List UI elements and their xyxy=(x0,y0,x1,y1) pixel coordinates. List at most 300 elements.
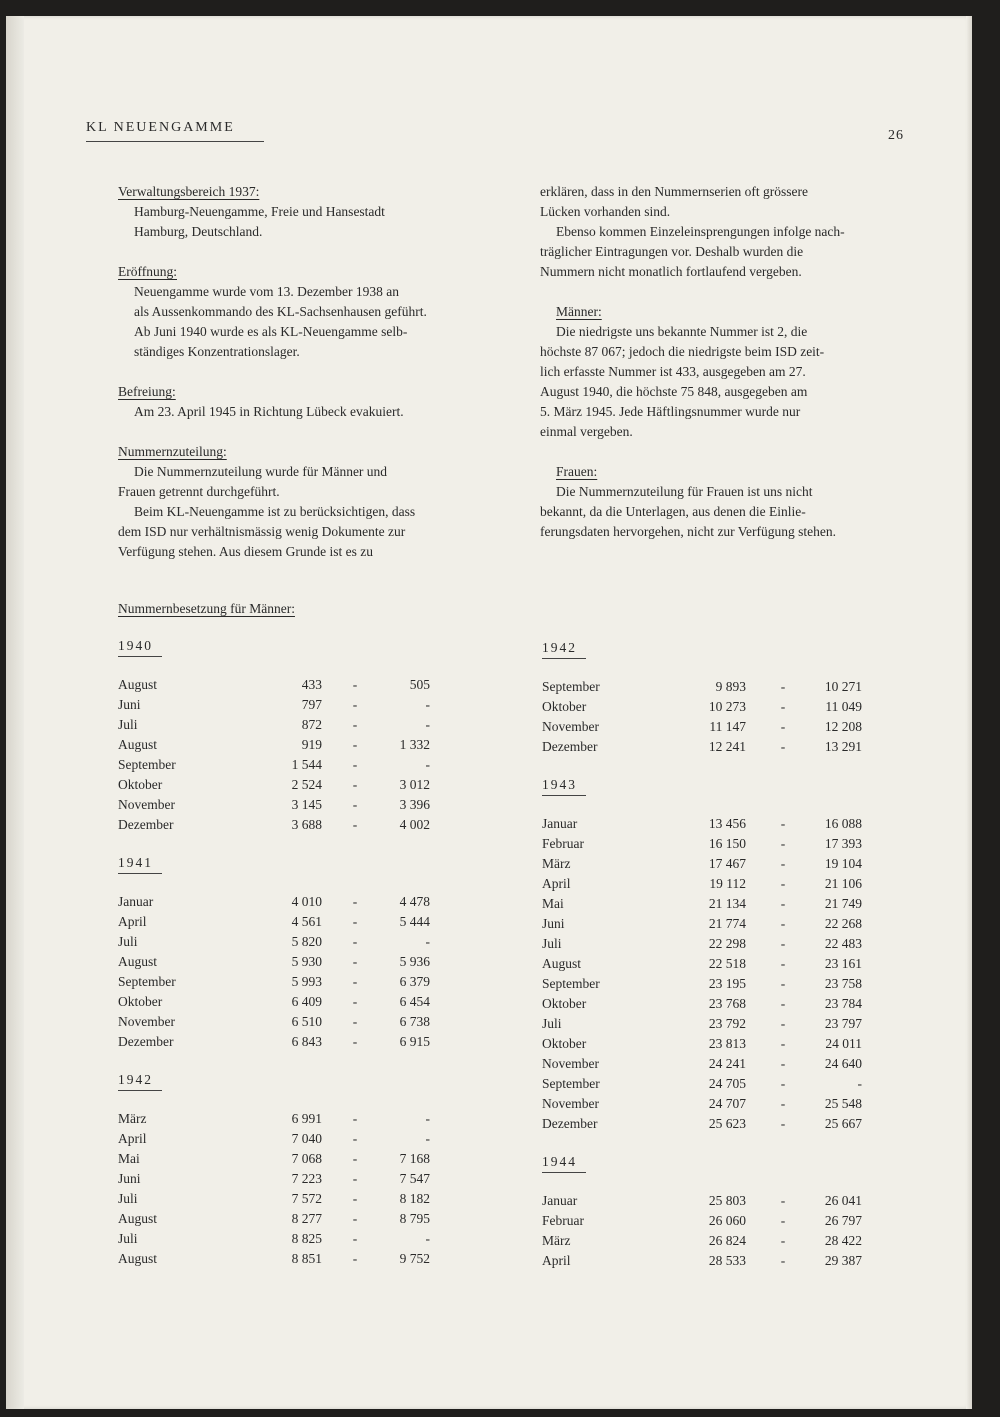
month-cell: Januar xyxy=(118,894,154,909)
month-cell: Juni xyxy=(118,697,141,712)
to-number-cell: - xyxy=(425,717,430,732)
from-number-cell: 19 112 xyxy=(709,876,746,891)
from-number-cell: 3 688 xyxy=(291,817,322,832)
dash-cell: - xyxy=(780,1253,786,1268)
month-cell: Dezember xyxy=(118,817,174,832)
to-number-cell: - xyxy=(425,697,430,712)
from-number-cell: 11 147 xyxy=(709,719,746,734)
table-row xyxy=(542,814,872,834)
frauen-label: Frauen: xyxy=(556,464,598,479)
dash-cell: - xyxy=(780,816,786,831)
right-text-column xyxy=(540,182,940,542)
table-row xyxy=(118,992,448,1012)
year-heading: 1941 xyxy=(118,855,153,870)
from-number-cell: 26 824 xyxy=(708,1233,746,1248)
dash-cell: - xyxy=(780,1076,786,1091)
page-spine xyxy=(6,16,24,1409)
text-line: lich erfasste Nummer ist 433, ausgegeben am 27. xyxy=(540,364,806,379)
to-number-cell: - xyxy=(425,1111,430,1126)
dash-cell: - xyxy=(352,717,358,732)
from-number-cell: 26 060 xyxy=(708,1213,746,1228)
dash-cell: - xyxy=(352,1111,358,1126)
month-cell: November xyxy=(542,719,599,734)
dash-cell: - xyxy=(352,1131,358,1146)
dash-cell: - xyxy=(352,697,358,712)
month-cell: November xyxy=(542,1096,599,1111)
from-number-cell: 10 273 xyxy=(708,699,746,714)
from-number-cell: 4 561 xyxy=(291,914,322,929)
table-row xyxy=(542,974,872,994)
year-block xyxy=(118,638,448,835)
table-row xyxy=(118,1109,448,1129)
from-number-cell: 25 803 xyxy=(708,1193,746,1208)
to-number-cell: 23 797 xyxy=(824,1016,862,1031)
month-cell: August xyxy=(542,956,582,971)
table-row xyxy=(118,695,448,715)
befreiung-label: Befreiung: xyxy=(118,384,176,399)
from-number-cell: 21 774 xyxy=(708,916,746,931)
from-number-cell: 24 705 xyxy=(708,1076,746,1091)
year-heading: 1942 xyxy=(118,1072,153,1087)
from-number-cell: 9 893 xyxy=(715,679,746,694)
text-line: Nummern nicht monatlich fortlaufend vergeben. xyxy=(540,264,802,279)
to-number-cell: 19 104 xyxy=(824,856,862,871)
text-line: ferungsdaten hervorgehen, nicht zur Verfügung stehen. xyxy=(540,524,837,539)
table-row xyxy=(542,874,872,894)
table-row xyxy=(118,892,448,912)
text-line: ständiges Konzentrationslager. xyxy=(134,344,300,359)
year-block xyxy=(118,1072,448,1269)
text-line: Hamburg-Neuengamme, Freie und Hansestadt xyxy=(134,204,385,219)
table-row xyxy=(118,1032,448,1052)
from-number-cell: 21 134 xyxy=(708,896,746,911)
month-cell: November xyxy=(542,1056,599,1071)
to-number-cell: 6 738 xyxy=(399,1014,430,1029)
month-cell: Juli xyxy=(118,934,138,949)
dash-cell: - xyxy=(780,1193,786,1208)
year-heading: 1940 xyxy=(118,638,153,653)
dash-cell: - xyxy=(780,856,786,871)
right-number-tables xyxy=(542,640,872,1291)
year-underline xyxy=(542,658,586,659)
table-row xyxy=(542,1114,872,1134)
dash-cell: - xyxy=(352,954,358,969)
from-number-cell: 7 040 xyxy=(291,1131,322,1146)
dash-cell: - xyxy=(352,817,358,832)
table-row xyxy=(118,1149,448,1169)
month-cell: Oktober xyxy=(542,996,587,1011)
text-line: Am 23. April 1945 in Richtung Lübeck evakuiert. xyxy=(134,404,404,419)
to-number-cell: 21 106 xyxy=(824,876,862,891)
from-number-cell: 6 843 xyxy=(291,1034,322,1049)
to-number-cell: 29 387 xyxy=(824,1253,862,1268)
table-row xyxy=(118,912,448,932)
text-line: erklären, dass in den Nummernserien oft grössere xyxy=(540,184,809,199)
month-cell: Mai xyxy=(542,896,564,911)
text-line: 5. März 1945. Jede Häftlingsnummer wurde nur xyxy=(540,404,801,419)
to-number-cell: 3 396 xyxy=(399,797,430,812)
verwaltung-label: Verwaltungsbereich 1937: xyxy=(118,184,260,199)
to-number-cell: 17 393 xyxy=(824,836,862,851)
month-cell: Dezember xyxy=(118,1034,174,1049)
number-rows xyxy=(542,814,872,1134)
table-row xyxy=(118,1249,448,1269)
to-number-cell: 8 795 xyxy=(399,1211,430,1226)
text-line: Ab Juni 1940 wurde es als KL-Neuengamme selb- xyxy=(134,324,408,339)
to-number-cell: 22 483 xyxy=(824,936,862,951)
maenner-label: Männer: xyxy=(556,304,602,319)
to-number-cell: 25 667 xyxy=(824,1116,862,1131)
from-number-cell: 433 xyxy=(301,677,322,692)
text-line: Die Nummernzuteilung für Frauen ist uns nicht xyxy=(556,484,813,499)
table-row xyxy=(118,775,448,795)
from-number-cell: 7 068 xyxy=(291,1151,322,1166)
table-row xyxy=(118,1189,448,1209)
text-line: als Aussenkommando des KL-Sachsenhausen geführt. xyxy=(134,304,427,319)
text-line: Neuengamme wurde vom 13. Dezember 1938 an xyxy=(134,284,400,299)
dash-cell: - xyxy=(780,1096,786,1111)
to-number-cell: - xyxy=(425,1231,430,1246)
month-cell: Januar xyxy=(542,1193,578,1208)
from-number-cell: 6 409 xyxy=(291,994,322,1009)
year-heading: 1942 xyxy=(542,640,577,655)
dash-cell: - xyxy=(780,976,786,991)
month-cell: Juni xyxy=(542,916,565,931)
dash-cell: - xyxy=(780,1036,786,1051)
to-number-cell: 28 422 xyxy=(824,1233,862,1248)
nummernzuteilung-body xyxy=(118,462,498,562)
to-number-cell: - xyxy=(425,757,430,772)
month-cell: August xyxy=(118,1251,158,1266)
table-row xyxy=(118,715,448,735)
table-row xyxy=(542,1034,872,1054)
from-number-cell: 919 xyxy=(301,737,322,752)
from-number-cell: 872 xyxy=(301,717,322,732)
month-cell: Mai xyxy=(118,1151,140,1166)
dash-cell: - xyxy=(352,1034,358,1049)
table-row xyxy=(542,1231,872,1251)
table-row xyxy=(118,1229,448,1249)
from-number-cell: 3 145 xyxy=(291,797,322,812)
month-cell: Oktober xyxy=(542,699,587,714)
from-number-cell: 23 195 xyxy=(708,976,746,991)
month-cell: Januar xyxy=(542,816,578,831)
dash-cell: - xyxy=(352,1014,358,1029)
month-cell: Oktober xyxy=(118,777,163,792)
table-row xyxy=(118,932,448,952)
year-block xyxy=(542,777,872,1134)
dash-cell: - xyxy=(352,777,358,792)
left-number-tables xyxy=(118,638,448,1289)
year-underline xyxy=(118,873,162,874)
from-number-cell: 1 544 xyxy=(291,757,322,772)
to-number-cell: 16 088 xyxy=(824,816,862,831)
year-block xyxy=(118,855,448,1052)
year-underline xyxy=(542,795,586,796)
text-line: Lücken vorhanden sind. xyxy=(540,204,671,219)
year-block xyxy=(542,640,872,757)
number-rows xyxy=(542,1191,872,1271)
to-number-cell: 5 444 xyxy=(399,914,430,929)
text-line: Frauen getrennt durchgeführt. xyxy=(118,484,280,499)
month-cell: September xyxy=(118,757,176,772)
number-rows xyxy=(118,1109,448,1269)
verwaltung-body xyxy=(118,202,498,242)
month-cell: April xyxy=(118,914,147,929)
to-number-cell: 21 749 xyxy=(824,896,862,911)
befreiung-body xyxy=(118,402,498,422)
table-row xyxy=(542,854,872,874)
maenner-body xyxy=(540,322,940,442)
dash-cell: - xyxy=(352,677,358,692)
dash-cell: - xyxy=(780,876,786,891)
table-row xyxy=(118,1209,448,1229)
from-number-cell: 7 572 xyxy=(291,1191,322,1206)
dash-cell: - xyxy=(352,1211,358,1226)
text-line: Die niedrigste uns bekannte Nummer ist 2, die xyxy=(556,324,808,339)
dash-cell: - xyxy=(780,1056,786,1071)
month-cell: September xyxy=(118,974,176,989)
month-cell: April xyxy=(542,1253,571,1268)
text-line: einmal vergeben. xyxy=(540,424,633,439)
from-number-cell: 7 223 xyxy=(291,1171,322,1186)
table-row xyxy=(542,1014,872,1034)
to-number-cell: 10 271 xyxy=(824,679,862,694)
to-number-cell: 12 208 xyxy=(824,719,862,734)
month-cell: Dezember xyxy=(542,1116,598,1131)
table-row xyxy=(118,795,448,815)
from-number-cell: 28 533 xyxy=(708,1253,746,1268)
to-number-cell: 4 002 xyxy=(399,817,430,832)
month-cell: April xyxy=(542,876,571,891)
from-number-cell: 12 241 xyxy=(708,739,746,754)
left-text-column xyxy=(118,182,498,562)
to-number-cell: 9 752 xyxy=(399,1251,430,1266)
to-number-cell: 23 161 xyxy=(824,956,862,971)
month-cell: Februar xyxy=(542,836,584,851)
from-number-cell: 8 851 xyxy=(291,1251,322,1266)
table-row xyxy=(118,815,448,835)
month-cell: Juli xyxy=(118,717,138,732)
number-rows xyxy=(542,677,872,757)
to-number-cell: 5 936 xyxy=(399,954,430,969)
from-number-cell: 24 707 xyxy=(708,1096,746,1111)
text-line: höchste 87 067; jedoch die niedrigste beim ISD zeit- xyxy=(540,344,825,359)
to-number-cell: 25 548 xyxy=(824,1096,862,1111)
from-number-cell: 23 813 xyxy=(708,1036,746,1051)
frauen-body xyxy=(540,482,940,542)
month-cell: November xyxy=(118,797,175,812)
dash-cell: - xyxy=(780,996,786,1011)
dash-cell: - xyxy=(352,974,358,989)
dash-cell: - xyxy=(780,1213,786,1228)
table-row xyxy=(542,1054,872,1074)
table-row xyxy=(118,952,448,972)
to-number-cell: 6 915 xyxy=(399,1034,430,1049)
page-edge xyxy=(966,16,972,1409)
eroeffnung-label: Eröffnung: xyxy=(118,264,177,279)
to-number-cell: 3 012 xyxy=(399,777,430,792)
from-number-cell: 8 825 xyxy=(291,1231,322,1246)
from-number-cell: 16 150 xyxy=(708,836,746,851)
dash-cell: - xyxy=(352,757,358,772)
to-number-cell: 24 640 xyxy=(824,1056,862,1071)
table-row xyxy=(118,735,448,755)
from-number-cell: 2 524 xyxy=(291,777,322,792)
table-row xyxy=(542,954,872,974)
from-number-cell: 17 467 xyxy=(708,856,746,871)
month-cell: April xyxy=(118,1131,147,1146)
to-number-cell: 13 291 xyxy=(824,739,862,754)
from-number-cell: 25 623 xyxy=(708,1116,746,1131)
to-number-cell: 6 379 xyxy=(399,974,430,989)
table-row xyxy=(542,1251,872,1271)
dash-cell: - xyxy=(780,739,786,754)
table-row xyxy=(118,675,448,695)
text-line: dem ISD nur verhältnismässig wenig Dokumente zur xyxy=(118,524,406,539)
month-cell: August xyxy=(118,677,158,692)
from-number-cell: 6 510 xyxy=(291,1014,322,1029)
dash-cell: - xyxy=(352,737,358,752)
table-row xyxy=(542,1191,872,1211)
to-number-cell: 26 797 xyxy=(824,1213,862,1228)
month-cell: Oktober xyxy=(118,994,163,1009)
table-row xyxy=(542,737,872,757)
title-underline xyxy=(86,141,264,142)
from-number-cell: 797 xyxy=(301,697,322,712)
table-row xyxy=(542,677,872,697)
dash-cell: - xyxy=(780,916,786,931)
document-title: KL NEUENGAMME xyxy=(86,120,235,135)
month-cell: August xyxy=(118,1211,158,1226)
to-number-cell: 1 332 xyxy=(399,737,430,752)
month-cell: August xyxy=(118,737,158,752)
dash-cell: - xyxy=(780,1233,786,1248)
text-line: August 1940, die höchste 75 848, ausgegeben am xyxy=(540,384,808,399)
from-number-cell: 23 792 xyxy=(708,1016,746,1031)
year-underline xyxy=(542,1172,586,1173)
year-block xyxy=(542,1154,872,1271)
text-line: träglicher Eintragungen vor. Deshalb wurden die xyxy=(540,244,804,259)
dash-cell: - xyxy=(780,836,786,851)
from-number-cell: 24 241 xyxy=(708,1056,746,1071)
to-number-cell: 23 784 xyxy=(824,996,862,1011)
table-row xyxy=(118,755,448,775)
month-cell: März xyxy=(118,1111,147,1126)
month-cell: Juli xyxy=(118,1191,138,1206)
from-number-cell: 22 518 xyxy=(708,956,746,971)
year-heading: 1943 xyxy=(542,777,577,792)
from-number-cell: 5 820 xyxy=(291,934,322,949)
dash-cell: - xyxy=(352,797,358,812)
dash-cell: - xyxy=(352,1151,358,1166)
table-row xyxy=(542,1074,872,1094)
text-line: Hamburg, Deutschland. xyxy=(134,224,263,239)
year-heading: 1944 xyxy=(542,1154,577,1169)
dash-cell: - xyxy=(780,719,786,734)
to-number-cell: 23 758 xyxy=(824,976,862,991)
to-number-cell: 505 xyxy=(409,677,430,692)
table-row xyxy=(542,1211,872,1231)
table-row xyxy=(542,914,872,934)
month-cell: September xyxy=(542,679,600,694)
table-row xyxy=(542,717,872,737)
table-row xyxy=(542,834,872,854)
to-number-cell: 7 547 xyxy=(399,1171,430,1186)
month-cell: Juni xyxy=(118,1171,141,1186)
dash-cell: - xyxy=(780,699,786,714)
year-underline xyxy=(118,656,162,657)
to-number-cell: 6 454 xyxy=(399,994,430,1009)
month-cell: August xyxy=(118,954,158,969)
to-number-cell: 8 182 xyxy=(399,1191,430,1206)
right-intro-body xyxy=(540,182,940,282)
numbers-heading: Nummernbesetzung für Männer: xyxy=(118,601,295,616)
table-row xyxy=(118,1129,448,1149)
to-number-cell: 11 049 xyxy=(825,699,862,714)
dash-cell: - xyxy=(352,1191,358,1206)
dash-cell: - xyxy=(780,936,786,951)
month-cell: März xyxy=(542,856,571,871)
to-number-cell: 22 268 xyxy=(824,916,862,931)
table-row xyxy=(542,934,872,954)
month-cell: September xyxy=(542,1076,600,1091)
to-number-cell: 7 168 xyxy=(399,1151,430,1166)
month-cell: Dezember xyxy=(542,739,598,754)
to-number-cell: 4 478 xyxy=(399,894,430,909)
month-cell: September xyxy=(542,976,600,991)
text-line: Beim KL-Neuengamme ist zu berücksichtigen, dass xyxy=(134,504,416,519)
to-number-cell: 24 011 xyxy=(825,1036,862,1051)
from-number-cell: 6 991 xyxy=(291,1111,322,1126)
from-number-cell: 22 298 xyxy=(708,936,746,951)
dash-cell: - xyxy=(352,1231,358,1246)
dash-cell: - xyxy=(780,679,786,694)
number-rows xyxy=(118,892,448,1052)
from-number-cell: 5 930 xyxy=(291,954,322,969)
from-number-cell: 5 993 xyxy=(291,974,322,989)
month-cell: März xyxy=(542,1233,571,1248)
month-cell: November xyxy=(118,1014,175,1029)
dash-cell: - xyxy=(780,956,786,971)
text-line: bekannt, da die Unterlagen, aus denen die Einlie- xyxy=(540,504,806,519)
dash-cell: - xyxy=(352,1171,358,1186)
dash-cell: - xyxy=(352,934,358,949)
to-number-cell: - xyxy=(425,1131,430,1146)
to-number-cell: - xyxy=(425,934,430,949)
dash-cell: - xyxy=(352,914,358,929)
dash-cell: - xyxy=(352,1251,358,1266)
from-number-cell: 23 768 xyxy=(708,996,746,1011)
table-row xyxy=(542,994,872,1014)
month-cell: Juli xyxy=(118,1231,138,1246)
to-number-cell: 26 041 xyxy=(824,1193,862,1208)
text-line: Ebenso kommen Einzeleinsprengungen infolge nach- xyxy=(556,224,845,239)
table-row xyxy=(118,1012,448,1032)
dash-cell: - xyxy=(780,896,786,911)
to-number-cell: - xyxy=(857,1076,862,1091)
dash-cell: - xyxy=(352,994,358,1009)
from-number-cell: 8 277 xyxy=(291,1211,322,1226)
nummernzuteilung-label: Nummernzuteilung: xyxy=(118,444,227,459)
text-line: Verfügung stehen. Aus diesem Grunde ist es zu xyxy=(118,544,373,559)
page-number: 26 xyxy=(888,128,904,143)
table-row xyxy=(118,972,448,992)
number-rows xyxy=(118,675,448,835)
dash-cell: - xyxy=(352,894,358,909)
dash-cell: - xyxy=(780,1016,786,1031)
month-cell: Februar xyxy=(542,1213,584,1228)
